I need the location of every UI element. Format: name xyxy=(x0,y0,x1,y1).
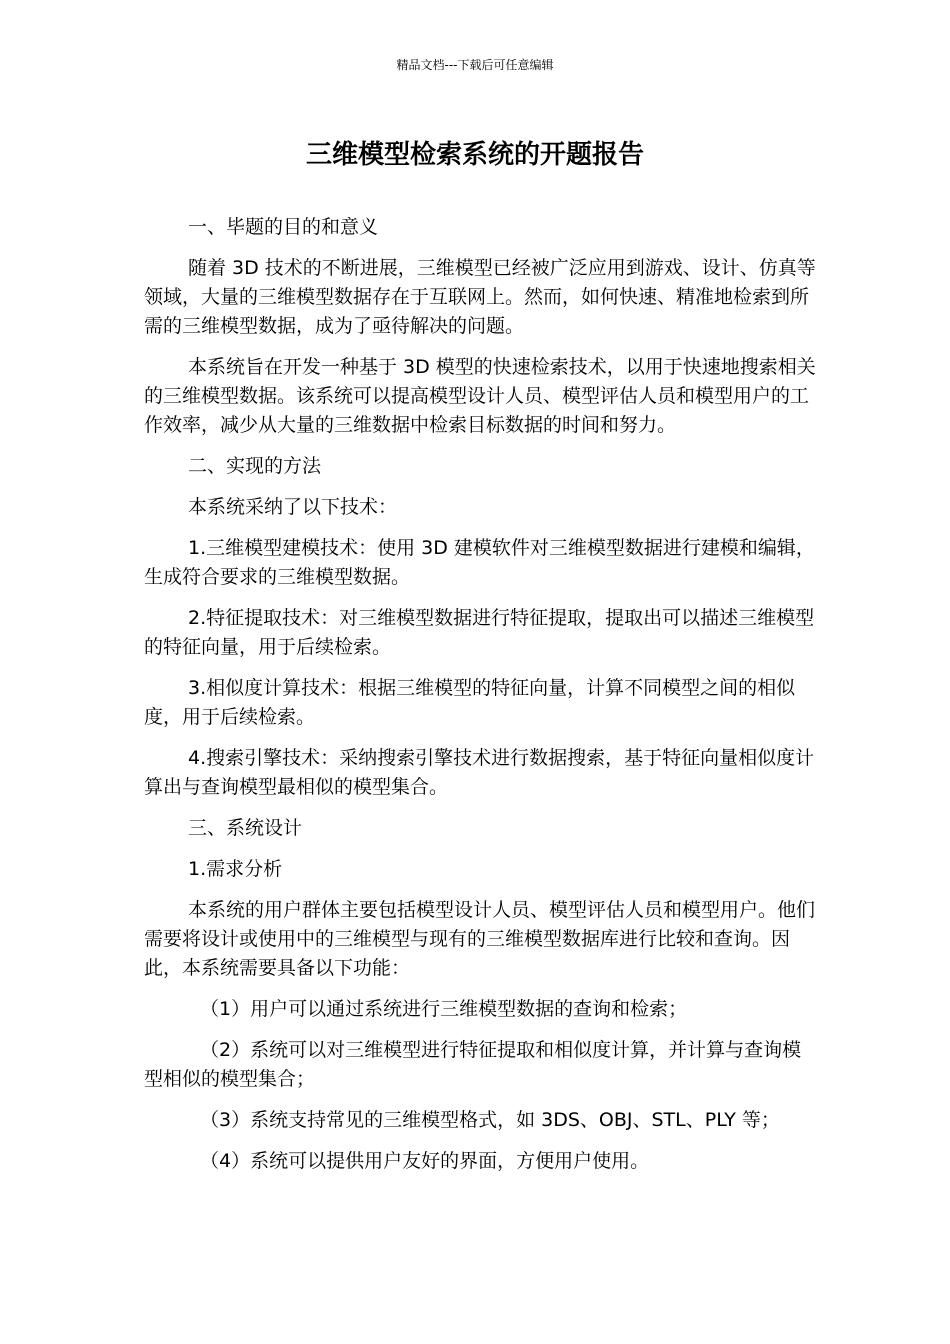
section-heading: 三、系统设计 xyxy=(188,817,303,839)
numbered-paragraph: 1.三维模型建模技术：使用 3D 建模软件对三维模型数据进行建模和编辑，生成符合要求的三维模型数据。 xyxy=(144,537,815,588)
section-heading: 二、实现的方法 xyxy=(188,455,322,477)
list-item: （4）系统可以提供用户友好的界面，方便用户使用。 xyxy=(200,1150,650,1172)
list-item: （1）用户可以通过系统进行三维模型数据的查询和检索； xyxy=(200,998,688,1020)
paragraph: 随着 3D 技术的不断进展，三维模型已经被广泛应用到游戏、设计、仿真等领域，大量的三维模型数据存在于互联网上。然而，如何快速、精准地检索到所需的三维模型数据，成为了亟待解决的问题。 xyxy=(144,257,816,337)
numbered-paragraph: 4.搜索引擎技术：采纳搜索引擎技术进行数据搜索，基于特征向量相似度计算出与查询模型最相似的模型集合。 xyxy=(144,747,815,798)
paragraph: 本系统旨在开发一种基于 3D 模型的快速检索技术，以用于快速地搜索相关的三维模型数据。该系统可以提高模型设计人员、模型评估人员和模型用户的工作效率，减少从大量的三维数据中检索目标数据的时间和努力。 xyxy=(144,356,816,436)
document-title: 三维模型检索系统的开题报告 xyxy=(305,140,644,170)
list-item: （2）系统可以对三维模型进行特征提取和相似度计算，并计算与查询模型相似的模型集合； xyxy=(144,1039,802,1090)
page-header: 精品文档---下载后可任意编辑 xyxy=(396,58,554,72)
numbered-paragraph: 3.相似度计算技术：根据三维模型的特征向量，计算不同模型之间的相似度，用于后续检索。 xyxy=(144,677,796,728)
paragraph: 本系统采纳了以下技术： xyxy=(188,496,398,518)
document-body xyxy=(144,213,816,1188)
list-item: （3）系统支持常见的三维模型格式，如 3DS、OBJ、STL、PLY 等； xyxy=(200,1109,780,1131)
paragraph: 本系统的用户群体主要包括模型设计人员、模型评估人员和模型用户。他们需要将设计或使用中的三维模型与现有的三维模型数据库进行比较和查询。因此，本系统需要具备以下功能： xyxy=(144,899,816,979)
numbered-paragraph: 2.特征提取技术：对三维模型数据进行特征提取，提取出可以描述三维模型的特征向量，用于后续检索。 xyxy=(144,607,815,658)
section-heading: 一、毕题的目的和意义 xyxy=(188,216,379,238)
subsection-heading: 1.需求分析 xyxy=(188,858,283,880)
